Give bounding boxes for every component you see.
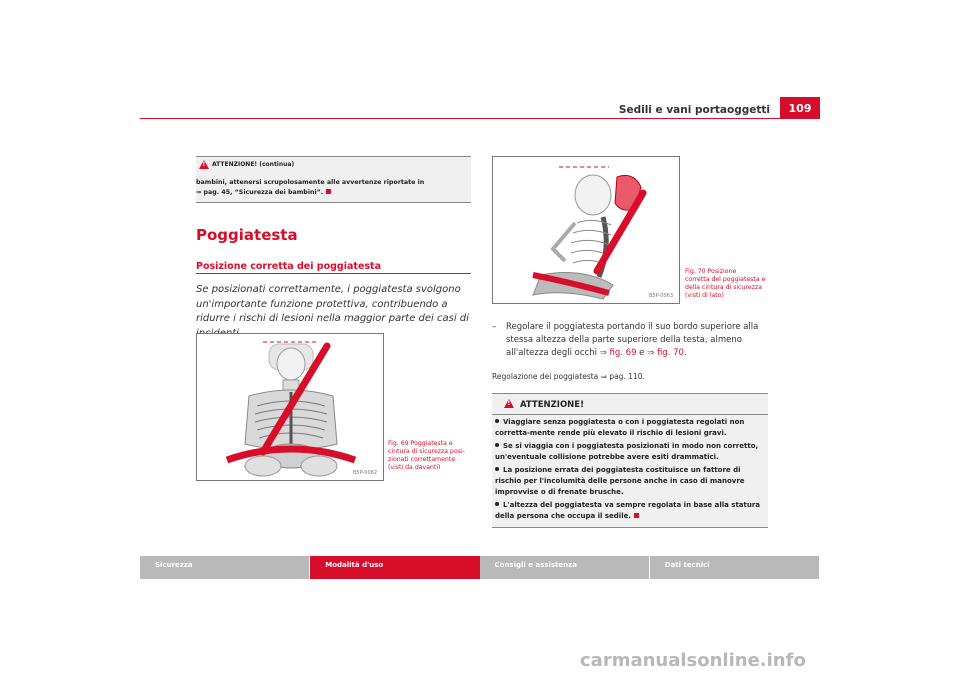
subsection-rule [196, 273, 471, 274]
warning-continued-box [196, 156, 471, 203]
skeleton-side-illustration [493, 157, 679, 303]
footer-nav [140, 556, 820, 579]
subsection-title: Posizione corretta dei poggiatesta [196, 261, 381, 272]
footer-tab-sicurezza[interactable]: Sicurezza [140, 556, 310, 579]
intro-text: Se posizionati correttamente, i poggiatesta svolgono un'importante funzione protettiva, contribuendo a ridurre i rischi di lesioni nella maggior parte dei casi di [196, 284, 469, 324]
figure-70-caption-line: (visti di lato) [685, 292, 724, 299]
warning-continued-title: ATTENZIONE! (continua) [212, 161, 295, 168]
figure-69-caption [388, 440, 465, 472]
footer-tab-dati-tecnici[interactable]: Dati tecnici [650, 556, 820, 579]
figure-70-caption-line: Fig. 70 Posizione [685, 268, 737, 275]
figure-69-caption-line: (visti da davanti) [388, 464, 441, 471]
fig-69-link[interactable]: ⇒ fig. 69 [599, 348, 637, 358]
instruction-step [492, 321, 792, 360]
warning-triangle-icon [199, 160, 209, 169]
step-conjunction: e [636, 348, 648, 358]
figure-70-caption-line: della cintura di sicurezza [685, 284, 763, 291]
footer-tab-consigli-assistenza[interactable]: Consigli e assistenza [480, 556, 650, 579]
figure-69-code: B5P-0062 [352, 470, 377, 476]
step-line: Regolare il poggiatesta portando il suo bordo superiore alla [506, 322, 759, 332]
warning-title: ATTENZIONE! [520, 400, 584, 410]
fig-70-link[interactable]: ⇒ fig. 70 [647, 348, 684, 358]
step-line: all'altezza degli occhi [506, 348, 600, 358]
end-square-icon [634, 513, 639, 518]
warning-list [495, 417, 767, 524]
figure-70-code: B5P-0063 [648, 293, 673, 299]
warning-item: L'altezza del poggiatesta va sempre regolata in base alla statura della persona che occupa il sedile. [495, 501, 761, 520]
warning-continued-line2[interactable]: ⇒ pag. 45, “Sicurezza dei bambini”. [196, 189, 324, 196]
watermark: carmanualsonline.info [580, 650, 806, 671]
section-title: Poggiatesta [196, 226, 298, 244]
end-square-icon [326, 189, 331, 194]
bullet-icon [495, 467, 499, 471]
skeleton-front-illustration [197, 334, 383, 480]
step-line: stessa altezza della parte superiore della testa, almeno [506, 335, 742, 345]
header-rule [140, 118, 820, 119]
warning-item: Se si viaggia con i poggiatesta posizionati in modo non corretto, un'eventuale collisione potrebbe avere esiti drammatici. [495, 442, 759, 461]
bullet-icon [495, 443, 499, 447]
figure-70-caption-line: corretta del poggiatesta e [685, 276, 766, 283]
step-dash: – [492, 322, 497, 332]
warning-box [492, 393, 768, 528]
warning-continued-text [196, 178, 471, 198]
figure-70-side-view [492, 156, 680, 304]
footer-tab-modalita-uso[interactable]: Modalità d'uso [310, 556, 479, 579]
warning-continued-line1: bambini, attenersi scrupolosamente alle avvertenze riportate in [196, 179, 425, 186]
page-number: 109 [780, 97, 820, 119]
regulation-reference[interactable]: Regolazione dei poggiatesta ⇒ pag. 110. [492, 372, 645, 381]
warning-item: La posizione errata dei poggiatesta costituisce un fattore di rischio per l'incolumità delle persone anche in caso di manovre improvvise o di frenate brusche. [495, 466, 745, 496]
figure-69-front-view [196, 333, 384, 481]
figure-69-caption-line: cintura di sicurezza posi- [388, 448, 465, 455]
bullet-icon [495, 419, 499, 423]
figure-70-caption [685, 268, 765, 300]
running-header-title: Sedili e vani portaoggetti [618, 104, 770, 116]
step-suffix: . [683, 348, 687, 358]
warning-divider [492, 414, 768, 415]
bullet-icon [495, 502, 499, 506]
figure-69-caption-line: zionati correttamente [388, 456, 456, 463]
warning-item: Viaggiare senza poggiatesta o con i poggiatesta regolati non corretta-mente rende più elevato il rischio di lesioni gravi. [495, 418, 745, 437]
warning-triangle-icon [504, 399, 514, 408]
figure-69-caption-line: Fig. 69 Poggiatesta e [388, 440, 453, 447]
